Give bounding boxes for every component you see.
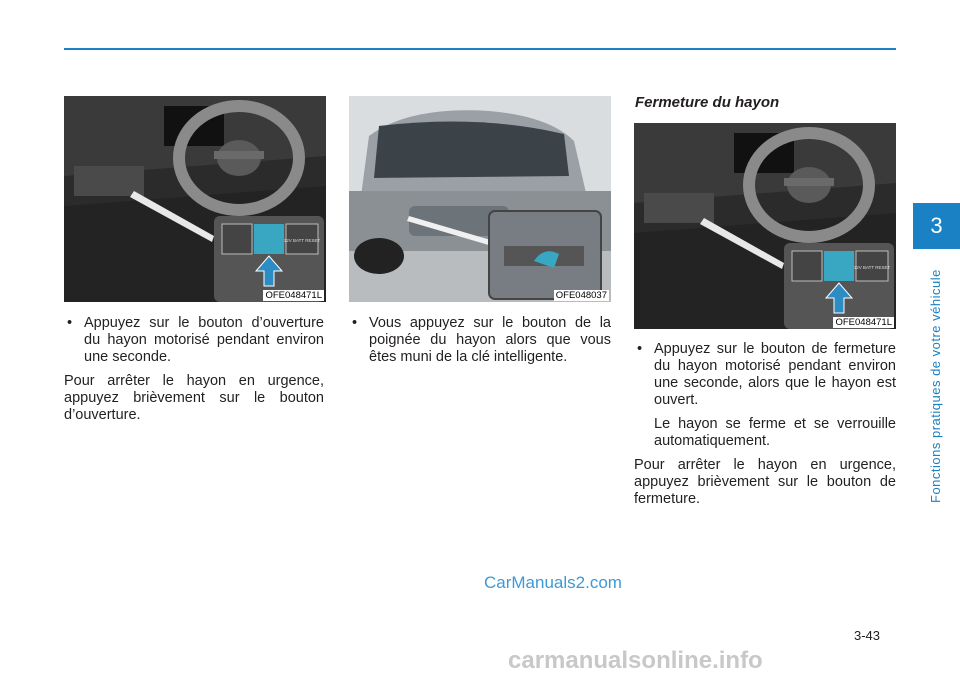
column-2-text bbox=[349, 315, 611, 373]
col3-bullet-text: Appuyez sur le bouton de fermeture du hayon motorisé pendant environ une seconde, alors que le hayon est ouvert. bbox=[654, 341, 896, 408]
image-caption-1: OFE048471L bbox=[265, 290, 322, 301]
dashboard-image-1 bbox=[64, 96, 326, 302]
watermark-link[interactable]: CarManuals2.com bbox=[484, 573, 622, 592]
list-item bbox=[64, 315, 324, 366]
list-item bbox=[634, 341, 896, 409]
section-heading: Fermeture du hayon bbox=[635, 94, 780, 111]
col1-bullet-text: Appuyez sur le bouton d’ouverture du hayon motorisé pendant environ une seconde. bbox=[84, 315, 324, 365]
tailgate-image bbox=[349, 96, 611, 302]
page-number: 3-43 bbox=[854, 628, 881, 643]
column-3-text bbox=[634, 341, 896, 515]
button-panel-label-2: 12V BATT RESET bbox=[853, 265, 891, 270]
bullet-icon: • bbox=[67, 315, 73, 331]
image-caption-3: OFE048471L bbox=[835, 317, 892, 328]
dashboard-image-2 bbox=[634, 123, 896, 329]
chapter-title: Fonctions pratiques de votre véhicule bbox=[928, 269, 943, 503]
column-1-text bbox=[64, 315, 324, 431]
col1-paragraph: Pour arrêter le hayon en urgence, appuyez brièvement sur le bouton d’ouverture. bbox=[64, 373, 324, 423]
chapter-tab: 3 bbox=[913, 203, 960, 249]
header-rule bbox=[64, 48, 896, 50]
footer-watermark: carmanualsonline.info bbox=[508, 647, 763, 674]
button-panel-label-1: 12V BATT RESET bbox=[283, 238, 321, 243]
col3-indented-note: Le hayon se ferme et se verrouille automatiquement. bbox=[654, 416, 896, 449]
image-caption-2: OFE048037 bbox=[555, 290, 607, 301]
bullet-icon: • bbox=[352, 315, 358, 331]
col2-bullet-text: Vous appuyez sur le bouton de la poignée du hayon alors que vous êtes muni de la clé intelligente. bbox=[369, 315, 611, 365]
col3-paragraph: Pour arrêter le hayon en urgence, appuyez brièvement sur le bouton de fermeture. bbox=[634, 457, 896, 507]
bullet-icon: • bbox=[637, 341, 643, 357]
list-item bbox=[349, 315, 611, 366]
